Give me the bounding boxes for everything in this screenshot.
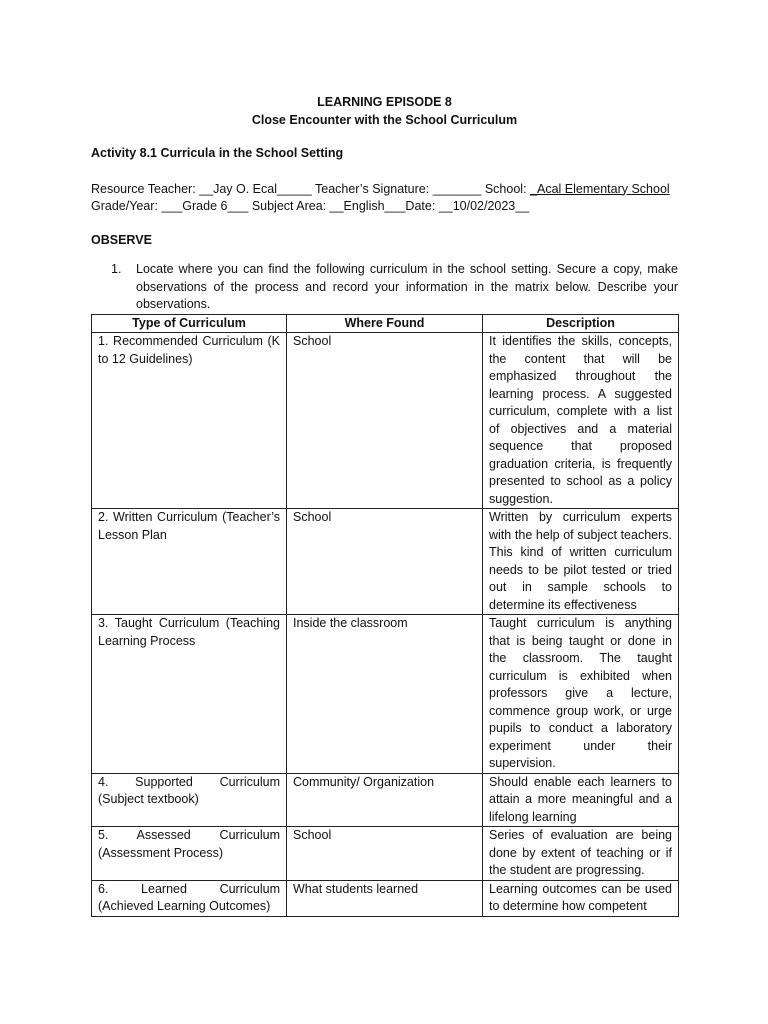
- date-label: Date:: [405, 199, 436, 213]
- observe-heading: OBSERVE: [91, 232, 152, 247]
- cell-type: 3. Taught Curriculum (Teaching Learning Process: [92, 615, 287, 774]
- episode-subtitle: Close Encounter with the School Curriculum: [251, 112, 518, 127]
- signature-label: Teacher’s Signature:: [315, 181, 430, 196]
- grade-label: Grade/Year:: [91, 199, 158, 213]
- cell-description: Taught curriculum is anything that is being taught or done in the classroom. The taught curriculum is exhibited when professors give a lecture, commence group work, or urge pupils to conduct a laboratory experiment under their supervision.: [483, 615, 679, 774]
- instruction-number: 1.: [111, 262, 122, 276]
- table-row: [92, 773, 679, 827]
- grade-value: ___Grade 6___: [161, 199, 249, 213]
- cell-type: 6. Learned Curriculum (Achieved Learning Outcomes): [92, 880, 287, 916]
- cell-where: Inside the classroom: [287, 615, 483, 774]
- cell-description: Written by curriculum experts with the help of subject teachers. This kind of written curriculum needs to be pilot tested or tried out in sample schools to determine its effectiveness: [483, 509, 679, 615]
- resource-teacher-label: Resource Teacher:: [91, 181, 196, 196]
- info-line-2: [91, 198, 678, 216]
- cell-description: Learning outcomes can be used to determine how competent: [483, 880, 679, 916]
- instruction-text: Locate where you can find the following curriculum in the school setting. Secure a copy, make observations of the process and record your information in the matrix below. Describe your observations.: [136, 262, 678, 311]
- cell-description: Series of evaluation are being done by extent of teaching or if the student are progressing.: [483, 827, 679, 881]
- subject-label: Subject Area:: [251, 199, 327, 213]
- table-row: [92, 509, 679, 615]
- cell-where: School: [287, 509, 483, 615]
- cell-type: 1. Recommended Curriculum (K to 12 Guidelines): [92, 333, 287, 509]
- cell-description: Should enable each learners to attain a more meaningful and a lifelong learning: [483, 773, 679, 827]
- table-row: [92, 880, 679, 916]
- table-header-row: [92, 314, 679, 333]
- table-row: [92, 615, 679, 774]
- cell-where: What students learned: [287, 880, 483, 916]
- table-row: [92, 333, 679, 509]
- resource-teacher-value: __Jay O. Ecal_____: [199, 181, 312, 196]
- instruction-item: [91, 261, 678, 314]
- document-page: [91, 94, 678, 917]
- curriculum-matrix: [91, 314, 679, 917]
- header-where: Where Found: [287, 314, 483, 333]
- episode-title: LEARNING EPISODE 8: [317, 95, 452, 109]
- header-type: Type of Curriculum: [92, 314, 287, 333]
- cell-type: 5. Assessed Curriculum (Assessment Process): [92, 827, 287, 881]
- cell-type: 2. Written Curriculum (Teacher’s Lesson Plan: [92, 509, 287, 615]
- header-description: Description: [483, 314, 679, 333]
- activity-title: Activity 8.1 Curricula in the School Setting: [91, 146, 344, 160]
- cell-where: School: [287, 333, 483, 509]
- signature-value: _______: [432, 181, 482, 196]
- cell-description: It identifies the skills, concepts, the content that will be emphasized throughout the learning process. A suggested curriculum, complete with a list of objectives and a material sequence that proposed graduation criteria, is frequently presented to school as a policy suggestion.: [483, 333, 679, 509]
- date-value: __10/02/2023__: [438, 199, 530, 213]
- table-row: [92, 827, 679, 881]
- school-value: _Acal Elementary School: [530, 181, 670, 196]
- cell-where: Community/ Organization: [287, 773, 483, 827]
- school-label: School:: [484, 181, 527, 196]
- subject-value: __English___: [329, 199, 406, 213]
- info-line-1: [91, 181, 678, 199]
- cell-where: School: [287, 827, 483, 881]
- cell-type: 4. Supported Curriculum (Subject textbook): [92, 773, 287, 827]
